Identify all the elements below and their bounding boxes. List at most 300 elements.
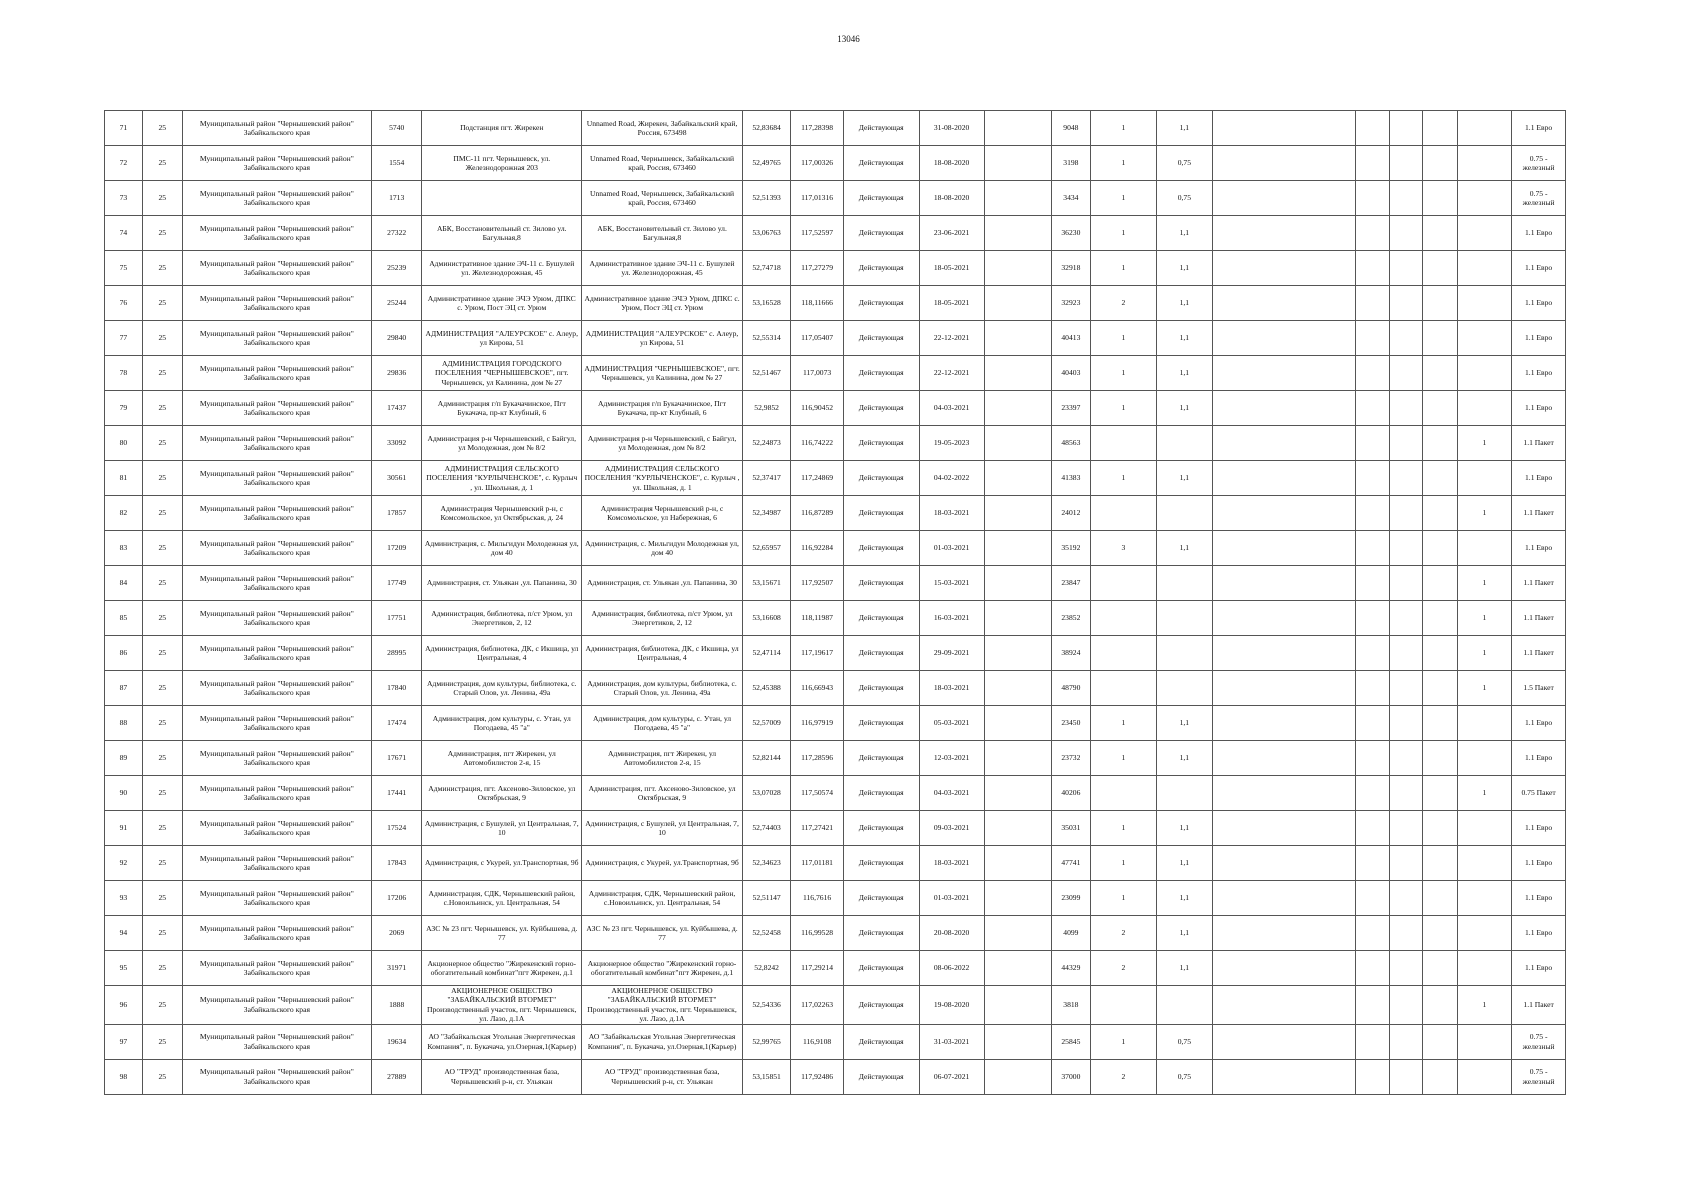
cell-record-id: 9048: [1051, 111, 1090, 146]
cell-address: АДМИНИСТРАЦИЯ "АЛЕУРСКОЕ" с. Алеур, ул Кирова, 51: [582, 321, 743, 356]
cell-status: Действующая: [843, 1059, 919, 1094]
cell-volume: [1157, 776, 1213, 811]
cell-object-id: 30561: [371, 461, 421, 496]
cell-empty-col-d: [1390, 776, 1423, 811]
cell-object-id: 17749: [371, 566, 421, 601]
cell-object-name: АЗС № 23 пгт. Чернышевск, ул. Куйбышева, д. 77: [422, 916, 582, 951]
cell-object-id: 17209: [371, 531, 421, 566]
cell-empty-col-b: [1212, 216, 1355, 251]
cell-package-count: 1: [1457, 986, 1512, 1025]
cell-status: Действующая: [843, 216, 919, 251]
cell-municipality: Муниципальный район "Чернышевский район" Забайкальского края: [182, 706, 371, 741]
cell-latitude: 52,24873: [742, 426, 790, 461]
cell-record-id: 44329: [1051, 951, 1090, 986]
cell-object-name: АДМИНИСТРАЦИЯ СЕЛЬСКОГО ПОСЕЛЕНИЯ "КУРЛЫЧЕНСКОЕ", с. Курлыч , ул. Школьная, д. 1: [422, 461, 582, 496]
cell-record-id: 32918: [1051, 251, 1090, 286]
cell-row-number: 84: [105, 566, 143, 601]
cell-empty-col-a: [984, 426, 1051, 461]
cell-row-number: 92: [105, 846, 143, 881]
cell-container-type: 1.1 Евро: [1512, 846, 1566, 881]
cell-record-id: 3818: [1051, 986, 1090, 1025]
cell-count: 1: [1090, 321, 1156, 356]
table-row: [105, 986, 1566, 1025]
cell-count: [1090, 566, 1156, 601]
cell-latitude: 52,37417: [742, 461, 790, 496]
cell-package-count: 1: [1457, 496, 1512, 531]
cell-package-count: 1: [1457, 776, 1512, 811]
cell-volume: 1,1: [1157, 741, 1213, 776]
cell-longitude: 117,28596: [791, 741, 844, 776]
cell-region-code: 25: [142, 391, 182, 426]
cell-object-id: 1554: [371, 146, 421, 181]
cell-row-number: 79: [105, 391, 143, 426]
cell-object-name: Администрация, с. Мильгидун Молодежная ул, дом 40: [422, 531, 582, 566]
cell-longitude: 116,9108: [791, 1024, 844, 1059]
cell-empty-col-d: [1390, 846, 1423, 881]
cell-longitude: 116,7616: [791, 881, 844, 916]
cell-empty-col-e: [1422, 426, 1457, 461]
cell-empty-col-d: [1390, 881, 1423, 916]
cell-package-count: [1457, 881, 1512, 916]
cell-empty-col-d: [1390, 391, 1423, 426]
cell-longitude: 117,27421: [791, 811, 844, 846]
cell-object-id: 17524: [371, 811, 421, 846]
cell-date: 05-03-2021: [919, 706, 984, 741]
cell-empty-col-e: [1422, 881, 1457, 916]
cell-address: Администрация, СДК, Чернышевский район, с.Новоильинск, ул. Центральная, 54: [582, 881, 743, 916]
cell-empty-col-b: [1212, 846, 1355, 881]
cell-address: АДМИНИСТРАЦИЯ СЕЛЬСКОГО ПОСЕЛЕНИЯ "КУРЛЫЧЕНСКОЕ", с. Курлыч , ул. Школьная, д. 1: [582, 461, 743, 496]
cell-empty-col-d: [1390, 811, 1423, 846]
cell-address: Администрация, библиотека, п/ст Урюм, ул Энергетиков, 2, 12: [582, 601, 743, 636]
table-row: [105, 1059, 1566, 1094]
cell-empty-col-c: [1355, 286, 1390, 321]
cell-row-number: 80: [105, 426, 143, 461]
table-row: [105, 1024, 1566, 1059]
cell-empty-col-d: [1390, 461, 1423, 496]
cell-municipality: Муниципальный район "Чернышевский район" Забайкальского края: [182, 356, 371, 391]
cell-volume: 1,1: [1157, 216, 1213, 251]
cell-container-type: 1.1 Евро: [1512, 951, 1566, 986]
cell-object-id: 29836: [371, 356, 421, 391]
cell-region-code: 25: [142, 531, 182, 566]
cell-latitude: 52,51147: [742, 881, 790, 916]
cell-empty-col-e: [1422, 671, 1457, 706]
cell-empty-col-d: [1390, 286, 1423, 321]
cell-date: 19-05-2023: [919, 426, 984, 461]
cell-empty-col-b: [1212, 251, 1355, 286]
cell-record-id: 40206: [1051, 776, 1090, 811]
cell-region-code: 25: [142, 461, 182, 496]
cell-container-type: 0.75 - железный: [1512, 181, 1566, 216]
cell-municipality: Муниципальный район "Чернышевский район" Забайкальского края: [182, 496, 371, 531]
cell-longitude: 117,92507: [791, 566, 844, 601]
cell-package-count: [1457, 951, 1512, 986]
cell-latitude: 52,51467: [742, 356, 790, 391]
cell-address: Административное здание ЭЧ-11 с. Бушулей ул. Железнодорожная, 45: [582, 251, 743, 286]
cell-row-number: 77: [105, 321, 143, 356]
cell-status: Действующая: [843, 461, 919, 496]
cell-empty-col-a: [984, 601, 1051, 636]
cell-package-count: [1457, 1024, 1512, 1059]
cell-volume: 1,1: [1157, 461, 1213, 496]
cell-status: Действующая: [843, 181, 919, 216]
cell-empty-col-d: [1390, 111, 1423, 146]
cell-empty-col-d: [1390, 671, 1423, 706]
cell-address: Администрация р-н Чернышевский, с Байгул, ул Молодежная, дом № 8/2: [582, 426, 743, 461]
cell-status: Действующая: [843, 601, 919, 636]
cell-object-name: АБК, Восстановительный ст. Зилово ул. Багульная,8: [422, 216, 582, 251]
cell-latitude: 52,74718: [742, 251, 790, 286]
cell-region-code: 25: [142, 1024, 182, 1059]
cell-volume: 1,1: [1157, 951, 1213, 986]
cell-empty-col-c: [1355, 216, 1390, 251]
table-row: [105, 531, 1566, 566]
cell-package-count: 1: [1457, 636, 1512, 671]
cell-row-number: 94: [105, 916, 143, 951]
cell-empty-col-e: [1422, 286, 1457, 321]
cell-empty-col-b: [1212, 566, 1355, 601]
cell-object-name: Подстанция пгт. Жирекен: [422, 111, 582, 146]
cell-address: Администрация, с Бушулей, ул Центральная, 7, 10: [582, 811, 743, 846]
cell-latitude: 53,15671: [742, 566, 790, 601]
cell-municipality: Муниципальный район "Чернышевский район" Забайкальского края: [182, 286, 371, 321]
cell-object-name: Администрация, дом культуры, с. Утан, ул Погодаева, 45 "а": [422, 706, 582, 741]
cell-longitude: 116,74222: [791, 426, 844, 461]
cell-empty-col-a: [984, 216, 1051, 251]
cell-empty-col-a: [984, 1024, 1051, 1059]
cell-empty-col-c: [1355, 671, 1390, 706]
table-row: [105, 356, 1566, 391]
cell-record-id: 23732: [1051, 741, 1090, 776]
cell-empty-col-c: [1355, 461, 1390, 496]
cell-object-id: 17474: [371, 706, 421, 741]
table-row: [105, 391, 1566, 426]
cell-status: Действующая: [843, 251, 919, 286]
cell-count: 1: [1090, 181, 1156, 216]
cell-date: 23-06-2021: [919, 216, 984, 251]
cell-region-code: 25: [142, 601, 182, 636]
cell-empty-col-a: [984, 461, 1051, 496]
cell-package-count: [1457, 461, 1512, 496]
cell-record-id: 37000: [1051, 1059, 1090, 1094]
table-row: [105, 636, 1566, 671]
cell-address: АО "ТРУД" производственная база, Чернышевский р-н, ст. Ульякан: [582, 1059, 743, 1094]
cell-municipality: Муниципальный район "Чернышевский район" Забайкальского края: [182, 181, 371, 216]
table-row: [105, 776, 1566, 811]
cell-container-type: 1.1 Евро: [1512, 391, 1566, 426]
cell-volume: 1,1: [1157, 286, 1213, 321]
cell-object-name: Администрация, с Бушулей, ул Центральная, 7, 10: [422, 811, 582, 846]
cell-status: Действующая: [843, 636, 919, 671]
cell-region-code: 25: [142, 146, 182, 181]
cell-latitude: 53,06763: [742, 216, 790, 251]
table-row: [105, 216, 1566, 251]
cell-latitude: 52,57009: [742, 706, 790, 741]
cell-longitude: 117,19617: [791, 636, 844, 671]
cell-municipality: Муниципальный район "Чернышевский район" Забайкальского края: [182, 461, 371, 496]
cell-empty-col-b: [1212, 181, 1355, 216]
cell-latitude: 52,34987: [742, 496, 790, 531]
cell-latitude: 52,99765: [742, 1024, 790, 1059]
cell-empty-col-e: [1422, 111, 1457, 146]
cell-empty-col-b: [1212, 496, 1355, 531]
cell-record-id: 40413: [1051, 321, 1090, 356]
cell-longitude: 117,52597: [791, 216, 844, 251]
cell-volume: [1157, 671, 1213, 706]
cell-empty-col-e: [1422, 461, 1457, 496]
cell-region-code: 25: [142, 671, 182, 706]
cell-object-id: 33092: [371, 426, 421, 461]
cell-row-number: 96: [105, 986, 143, 1025]
cell-region-code: 25: [142, 846, 182, 881]
cell-empty-col-a: [984, 286, 1051, 321]
cell-empty-col-e: [1422, 601, 1457, 636]
cell-latitude: 52,8242: [742, 951, 790, 986]
cell-empty-col-a: [984, 356, 1051, 391]
table-row: [105, 706, 1566, 741]
cell-address: АДМИНИСТРАЦИЯ "ЧЕРНЫШЕВСКОЕ", пгт. Чернышевск, ул Калинина, дом № 27: [582, 356, 743, 391]
cell-longitude: 116,92284: [791, 531, 844, 566]
cell-empty-col-a: [984, 811, 1051, 846]
cell-count: 2: [1090, 916, 1156, 951]
cell-date: 29-09-2021: [919, 636, 984, 671]
cell-municipality: Муниципальный район "Чернышевский район" Забайкальского края: [182, 1059, 371, 1094]
cell-row-number: 85: [105, 601, 143, 636]
cell-count: [1090, 671, 1156, 706]
cell-latitude: 52,49765: [742, 146, 790, 181]
cell-row-number: 74: [105, 216, 143, 251]
cell-empty-col-c: [1355, 391, 1390, 426]
cell-object-name: Администрация, ст. Ульякан ,ул. Папанина, 30: [422, 566, 582, 601]
cell-empty-col-d: [1390, 1024, 1423, 1059]
table-row: [105, 566, 1566, 601]
cell-object-name: Администрация, библиотека, ДК, с Икшица, ул Центральная, 4: [422, 636, 582, 671]
cell-object-id: 29840: [371, 321, 421, 356]
cell-region-code: 25: [142, 1059, 182, 1094]
cell-volume: [1157, 601, 1213, 636]
cell-longitude: 117,29214: [791, 951, 844, 986]
cell-address: АКЦИОНЕРНОЕ ОБЩЕСТВО "ЗАБАЙКАЛЬСКИЙ ВТОРМЕТ" Производственный участок, пгт. Чернышевск, ул. Лазо, д.1А: [582, 986, 743, 1025]
cell-longitude: 116,97919: [791, 706, 844, 741]
cell-region-code: 25: [142, 426, 182, 461]
cell-count: 1: [1090, 251, 1156, 286]
cell-empty-col-b: [1212, 916, 1355, 951]
cell-empty-col-d: [1390, 601, 1423, 636]
cell-package-count: [1457, 706, 1512, 741]
cell-count: 1: [1090, 741, 1156, 776]
cell-object-id: 17437: [371, 391, 421, 426]
cell-region-code: 25: [142, 706, 182, 741]
cell-municipality: Муниципальный район "Чернышевский район" Забайкальского края: [182, 951, 371, 986]
cell-object-id: 25239: [371, 251, 421, 286]
cell-empty-col-c: [1355, 426, 1390, 461]
cell-volume: 1,1: [1157, 356, 1213, 391]
cell-empty-col-c: [1355, 811, 1390, 846]
cell-container-type: 1.1 Пакет: [1512, 986, 1566, 1025]
cell-count: 1: [1090, 846, 1156, 881]
cell-date: 18-03-2021: [919, 671, 984, 706]
cell-empty-col-d: [1390, 251, 1423, 286]
cell-object-name: Административное здание ЭЧЭ Урюм, ДПКС с. Урюм, Пост ЭЦ ст. Урюм: [422, 286, 582, 321]
cell-row-number: 97: [105, 1024, 143, 1059]
cell-container-type: 0.75 - железный: [1512, 146, 1566, 181]
cell-record-id: 23397: [1051, 391, 1090, 426]
cell-volume: 0,75: [1157, 1059, 1213, 1094]
cell-longitude: 118,11987: [791, 601, 844, 636]
registry-table: [104, 110, 1566, 1095]
cell-date: 16-03-2021: [919, 601, 984, 636]
cell-package-count: [1457, 916, 1512, 951]
cell-empty-col-c: [1355, 846, 1390, 881]
cell-empty-col-e: [1422, 356, 1457, 391]
cell-longitude: 117,50574: [791, 776, 844, 811]
cell-date: 18-03-2021: [919, 846, 984, 881]
cell-record-id: 35031: [1051, 811, 1090, 846]
cell-row-number: 93: [105, 881, 143, 916]
cell-empty-col-d: [1390, 531, 1423, 566]
cell-row-number: 76: [105, 286, 143, 321]
cell-empty-col-c: [1355, 181, 1390, 216]
cell-municipality: Муниципальный район "Чернышевский район" Забайкальского края: [182, 426, 371, 461]
cell-empty-col-e: [1422, 216, 1457, 251]
cell-count: 1: [1090, 1024, 1156, 1059]
cell-empty-col-a: [984, 496, 1051, 531]
cell-latitude: 52,54336: [742, 986, 790, 1025]
cell-address: Администрация, ст. Ульякан ,ул. Папанина, 30: [582, 566, 743, 601]
cell-package-count: 1: [1457, 566, 1512, 601]
cell-empty-col-c: [1355, 951, 1390, 986]
cell-region-code: 25: [142, 181, 182, 216]
cell-address: Административное здание ЭЧЭ Урюм, ДПКС с. Урюм, Пост ЭЦ ст. Урюм: [582, 286, 743, 321]
cell-row-number: 89: [105, 741, 143, 776]
cell-latitude: 52,74403: [742, 811, 790, 846]
cell-latitude: 53,07028: [742, 776, 790, 811]
cell-empty-col-e: [1422, 706, 1457, 741]
cell-date: 01-03-2021: [919, 531, 984, 566]
cell-volume: 0,75: [1157, 146, 1213, 181]
cell-date: 06-07-2021: [919, 1059, 984, 1094]
cell-package-count: [1457, 531, 1512, 566]
cell-status: Действующая: [843, 286, 919, 321]
cell-container-type: 1.1 Евро: [1512, 111, 1566, 146]
cell-record-id: 48563: [1051, 426, 1090, 461]
cell-object-name: Администрация, пгт Жирекен, ул Автомобилистов 2-я, 15: [422, 741, 582, 776]
cell-empty-col-c: [1355, 881, 1390, 916]
cell-municipality: Муниципальный район "Чернышевский район" Забайкальского края: [182, 391, 371, 426]
cell-object-id: 17206: [371, 881, 421, 916]
table-row: [105, 461, 1566, 496]
cell-row-number: 95: [105, 951, 143, 986]
cell-empty-col-a: [984, 531, 1051, 566]
cell-latitude: 53,16608: [742, 601, 790, 636]
cell-region-code: 25: [142, 321, 182, 356]
cell-count: 2: [1090, 951, 1156, 986]
cell-municipality: Муниципальный район "Чернышевский район" Забайкальского края: [182, 671, 371, 706]
cell-record-id: 40403: [1051, 356, 1090, 391]
cell-latitude: 53,16528: [742, 286, 790, 321]
cell-address: АО "Забайкальская Угольная Энергетическая Компания", п. Букачача, ул.Озерная,1(Карьер): [582, 1024, 743, 1059]
cell-row-number: 98: [105, 1059, 143, 1094]
cell-object-name: Административное здание ЭЧ-11 с. Бушулей ул. Железнодорожная, 45: [422, 251, 582, 286]
cell-date: 22-12-2021: [919, 321, 984, 356]
cell-package-count: [1457, 391, 1512, 426]
cell-volume: 1,1: [1157, 811, 1213, 846]
cell-row-number: 81: [105, 461, 143, 496]
cell-empty-col-d: [1390, 356, 1423, 391]
cell-address: Администрация г/п Букачачинское, Пгт Букачача, пр-кт Клубный, 6: [582, 391, 743, 426]
table-row: [105, 111, 1566, 146]
cell-empty-col-b: [1212, 321, 1355, 356]
cell-latitude: 52,83684: [742, 111, 790, 146]
cell-longitude: 117,27279: [791, 251, 844, 286]
cell-municipality: Муниципальный район "Чернышевский район" Забайкальского края: [182, 251, 371, 286]
cell-object-name: АДМИНИСТРАЦИЯ ГОРОДСКОГО ПОСЕЛЕНИЯ "ЧЕРНЫШЕВСКОЕ", пгт. Чернышевск, ул Калинина, дом № 27: [422, 356, 582, 391]
cell-empty-col-b: [1212, 1059, 1355, 1094]
cell-empty-col-b: [1212, 111, 1355, 146]
cell-empty-col-e: [1422, 566, 1457, 601]
registry-body: [105, 111, 1566, 1095]
cell-object-name: Администрация г/п Букачачинское, Пгт Букачача, пр-кт Клубный, 6: [422, 391, 582, 426]
cell-latitude: 52,65957: [742, 531, 790, 566]
cell-empty-col-e: [1422, 146, 1457, 181]
cell-empty-col-e: [1422, 986, 1457, 1025]
cell-package-count: [1457, 181, 1512, 216]
cell-object-id: 2069: [371, 916, 421, 951]
cell-empty-col-a: [984, 881, 1051, 916]
cell-row-number: 73: [105, 181, 143, 216]
cell-municipality: Муниципальный район "Чернышевский район" Забайкальского края: [182, 111, 371, 146]
cell-package-count: [1457, 286, 1512, 321]
cell-empty-col-d: [1390, 496, 1423, 531]
cell-volume: 1,1: [1157, 251, 1213, 286]
cell-container-type: 1.1 Евро: [1512, 216, 1566, 251]
cell-empty-col-e: [1422, 531, 1457, 566]
cell-date: 08-06-2022: [919, 951, 984, 986]
table-row: [105, 671, 1566, 706]
cell-empty-col-a: [984, 391, 1051, 426]
cell-address: Администрация, пгт Жирекен, ул Автомобилистов 2-я, 15: [582, 741, 743, 776]
cell-status: Действующая: [843, 391, 919, 426]
cell-container-type: 1.1 Пакет: [1512, 636, 1566, 671]
cell-address: Unnamed Road, Чернышевск, Забайкальский край, Россия, 673460: [582, 181, 743, 216]
cell-row-number: 82: [105, 496, 143, 531]
cell-address: Администрация Чернышевский р-н, с Комсомольское, ул Набережная, 6: [582, 496, 743, 531]
cell-status: Действующая: [843, 356, 919, 391]
cell-count: 2: [1090, 1059, 1156, 1094]
cell-empty-col-b: [1212, 356, 1355, 391]
cell-object-id: 27322: [371, 216, 421, 251]
cell-empty-col-c: [1355, 531, 1390, 566]
cell-record-id: 3198: [1051, 146, 1090, 181]
cell-container-type: 1.1 Евро: [1512, 741, 1566, 776]
cell-container-type: 1.5 Пакет: [1512, 671, 1566, 706]
cell-object-id: 17751: [371, 601, 421, 636]
cell-container-type: 1.1 Евро: [1512, 356, 1566, 391]
cell-empty-col-a: [984, 706, 1051, 741]
cell-count: 1: [1090, 461, 1156, 496]
cell-container-type: 1.1 Пакет: [1512, 496, 1566, 531]
cell-container-type: 1.1 Пакет: [1512, 426, 1566, 461]
cell-empty-col-b: [1212, 601, 1355, 636]
cell-count: 2: [1090, 286, 1156, 321]
cell-status: Действующая: [843, 846, 919, 881]
cell-object-id: 28995: [371, 636, 421, 671]
cell-volume: 0,75: [1157, 1024, 1213, 1059]
cell-empty-col-e: [1422, 951, 1457, 986]
cell-region-code: 25: [142, 286, 182, 321]
cell-record-id: 23847: [1051, 566, 1090, 601]
